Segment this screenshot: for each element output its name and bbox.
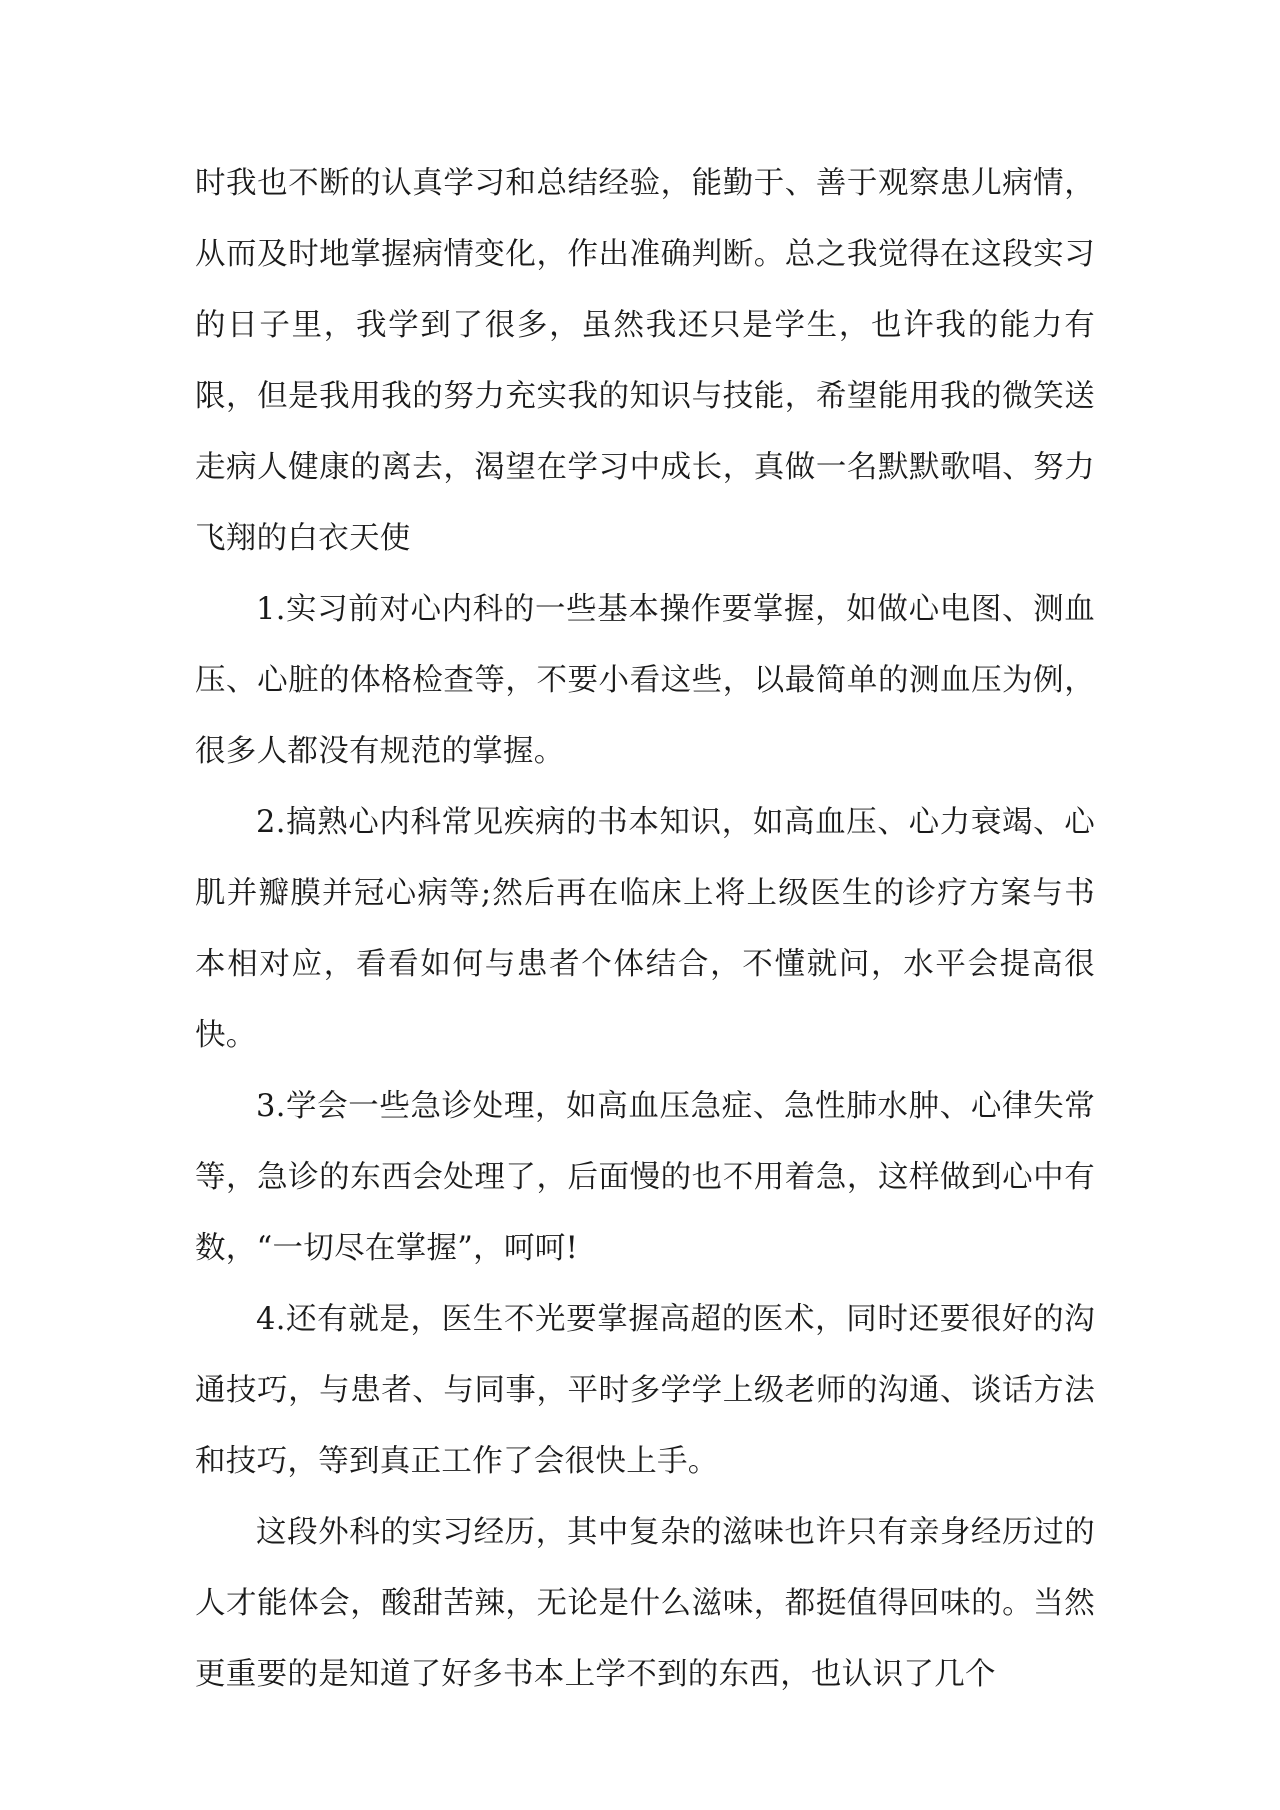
paragraph-tip-2: 2.搞熟心内科常见疾病的书本知识，如高血压、心力衰竭、心肌并瓣膜并冠心病等;然后再在临床上将上级医生的诊疗方案与书本相对应，看看如何与患者个体结合，不懂就问，水平会提高很快。 <box>195 805 1095 1053</box>
paragraph-tip-3: 3.学会一些急诊处理，如高血压急症、急性肺水肿、心律失常等，急诊的东西会处理了，后面慢的也不用着急，这样做到心中有数，“一切尽在掌握”，呵呵! <box>195 1089 1095 1266</box>
paragraph-reflection: 这段外科的实习经历，其中复杂的滋味也许只有亲身经历过的人才能体会，酸甜苦辣，无论是什么滋味，都挺值得回味的。当然更重要的是知道了好多书本上学不到的东西，也认识了几个 <box>195 1515 1095 1692</box>
paragraph-continuation: 时我也不断的认真学习和总结经验，能勤于、善于观察患儿病情，从而及时地掌握病情变化，作出准确判断。总之我觉得在这段实习的日子里，我学到了很多，虽然我还只是学生，也许我的能力有限，但是我用我的努力充实我的知识与技能，希望能用我的微笑送走病人健康的离去，渴望在学习中成长，真做一名默默歌唱、努力飞翔的白衣天使 <box>195 166 1095 556</box>
document-body <box>195 148 1095 1710</box>
paragraph-tip-1: 1.实习前对心内科的一些基本操作要掌握，如做心电图、测血压、心脏的体格检查等，不要小看这些，以最简单的测血压为例，很多人都没有规范的掌握。 <box>195 592 1095 769</box>
paragraph-tip-4: 4.还有就是，医生不光要掌握高超的医术，同时还要很好的沟通技巧，与患者、与同事，平时多学学上级老师的沟通、谈话方法和技巧，等到真正工作了会很快上手。 <box>195 1302 1095 1479</box>
